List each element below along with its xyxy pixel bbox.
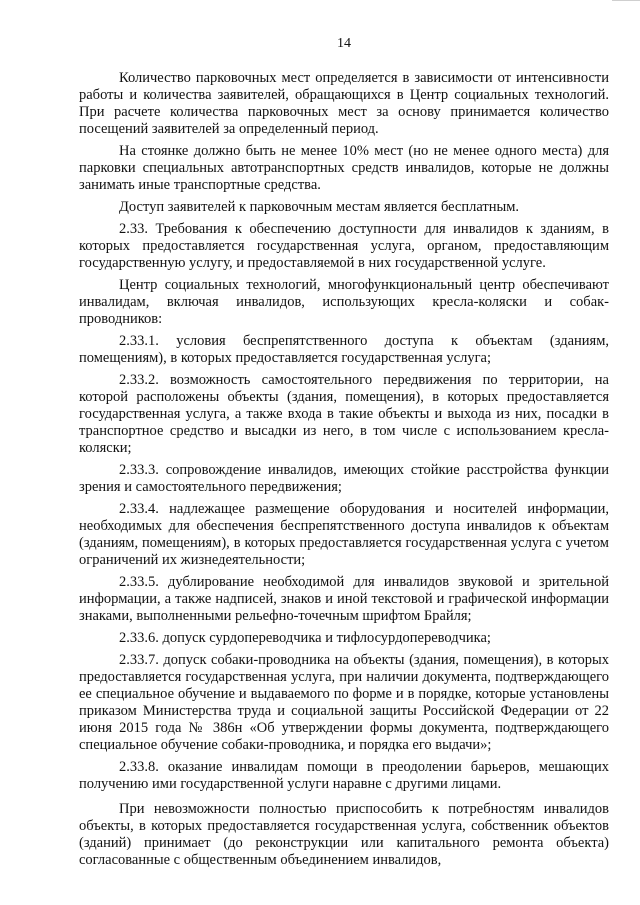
- paragraph-center-provides: Центр социальных технологий, многофункциональный центр обеспечивают инвалидам, включая инвалидов, использующих кресла-коляски и собак-проводников:: [79, 277, 609, 327]
- paragraph-2-33-5: 2.33.5. дублирование необходимой для инвалидов звуковой и зрительной информации, а также надписей, знаков и иной текстовой и графической информации знаками, выполненными рельефно-точечным шрифтом Брайля;: [79, 574, 609, 624]
- paragraph-2-33: 2.33. Требования к обеспечению доступности для инвалидов к зданиям, в которых предоставляется государственная услуга, органом, предоставляющим государственную услугу, и предоставляемой в них государственной услуге.: [79, 221, 609, 271]
- paragraph-2-33-8: 2.33.8. оказание инвалидам помощи в преодолении барьеров, мешающих получению ими государственной услуги наравне с другими лицами.: [79, 759, 609, 792]
- paragraph-2-33-3: 2.33.3. сопровождение инвалидов, имеющих стойкие расстройства функции зрения и самостоятельного передвижения;: [79, 462, 609, 495]
- page-number: 14: [337, 36, 351, 51]
- paragraph-parking-count: Количество парковочных мест определяется в зависимости от интенсивности работы и количества заявителей, обращающихся в Центр социальных технологий. При расчете количества парковочных мест за основу принимается количество посещений заявителей за определенный период.: [79, 70, 609, 137]
- paragraph-2-33-4: 2.33.4. надлежащее размещение оборудования и носителей информации, необходимых для обеспечения беспрепятственного доступа инвалидов к объектам (зданиям, помещениям), в которых предоставляется государственная услуга с учетом ограничений их жизнедеятельности;: [79, 501, 609, 568]
- paragraph-2-33-1: 2.33.1. условия беспрепятственного доступа к объектам (зданиям, помещениям), в которых предоставляется государственная услуга;: [79, 333, 609, 366]
- paragraph-2-33-7: 2.33.7. допуск собаки-проводника на объекты (здания, помещения), в которых предоставляется государственная услуга, при наличии документа, подтверждающего ее специальное обучение и выдаваемого по форме и в порядке, которые установлены приказом Министерства труда и социальной защиты Российской Федерации от 22 июня 2015 года № 386н «Об утверждении формы документа, подтверждающего специальное обучение собаки-проводника, и порядка его выдачи»;: [79, 652, 609, 753]
- paragraph-disabled-parking: На стоянке должно быть не менее 10% мест (но не менее одного места) для парковки специальных автотранспортных средств инвалидов, которые не должны занимать иные транспортные средства.: [79, 143, 609, 193]
- paragraph-2-33-6: 2.33.6. допуск сурдопереводчика и тифлосурдопереводчика;: [119, 630, 491, 646]
- paragraph-free-access: Доступ заявителей к парковочным местам является бесплатным.: [119, 199, 520, 215]
- paragraph-2-33-2: 2.33.2. возможность самостоятельного передвижения по территории, на которой расположены объекты (здания, помещения), в которых предоставляется государственная услуга, а также входа в такие объекты и выхода из них, посадки в транспортное средство и высадки из него, в том числе с использованием кресла-коляски;: [79, 372, 609, 456]
- paragraph-impossibility: При невозможности полностью приспособить к потребностям инвалидов объекты, в которых предоставляется государственная услуга, собственник объектов (зданий) принимает (до реконструкции или капитального ремонта объекта) согласованные с общественным объединением инвалидов,: [79, 801, 609, 868]
